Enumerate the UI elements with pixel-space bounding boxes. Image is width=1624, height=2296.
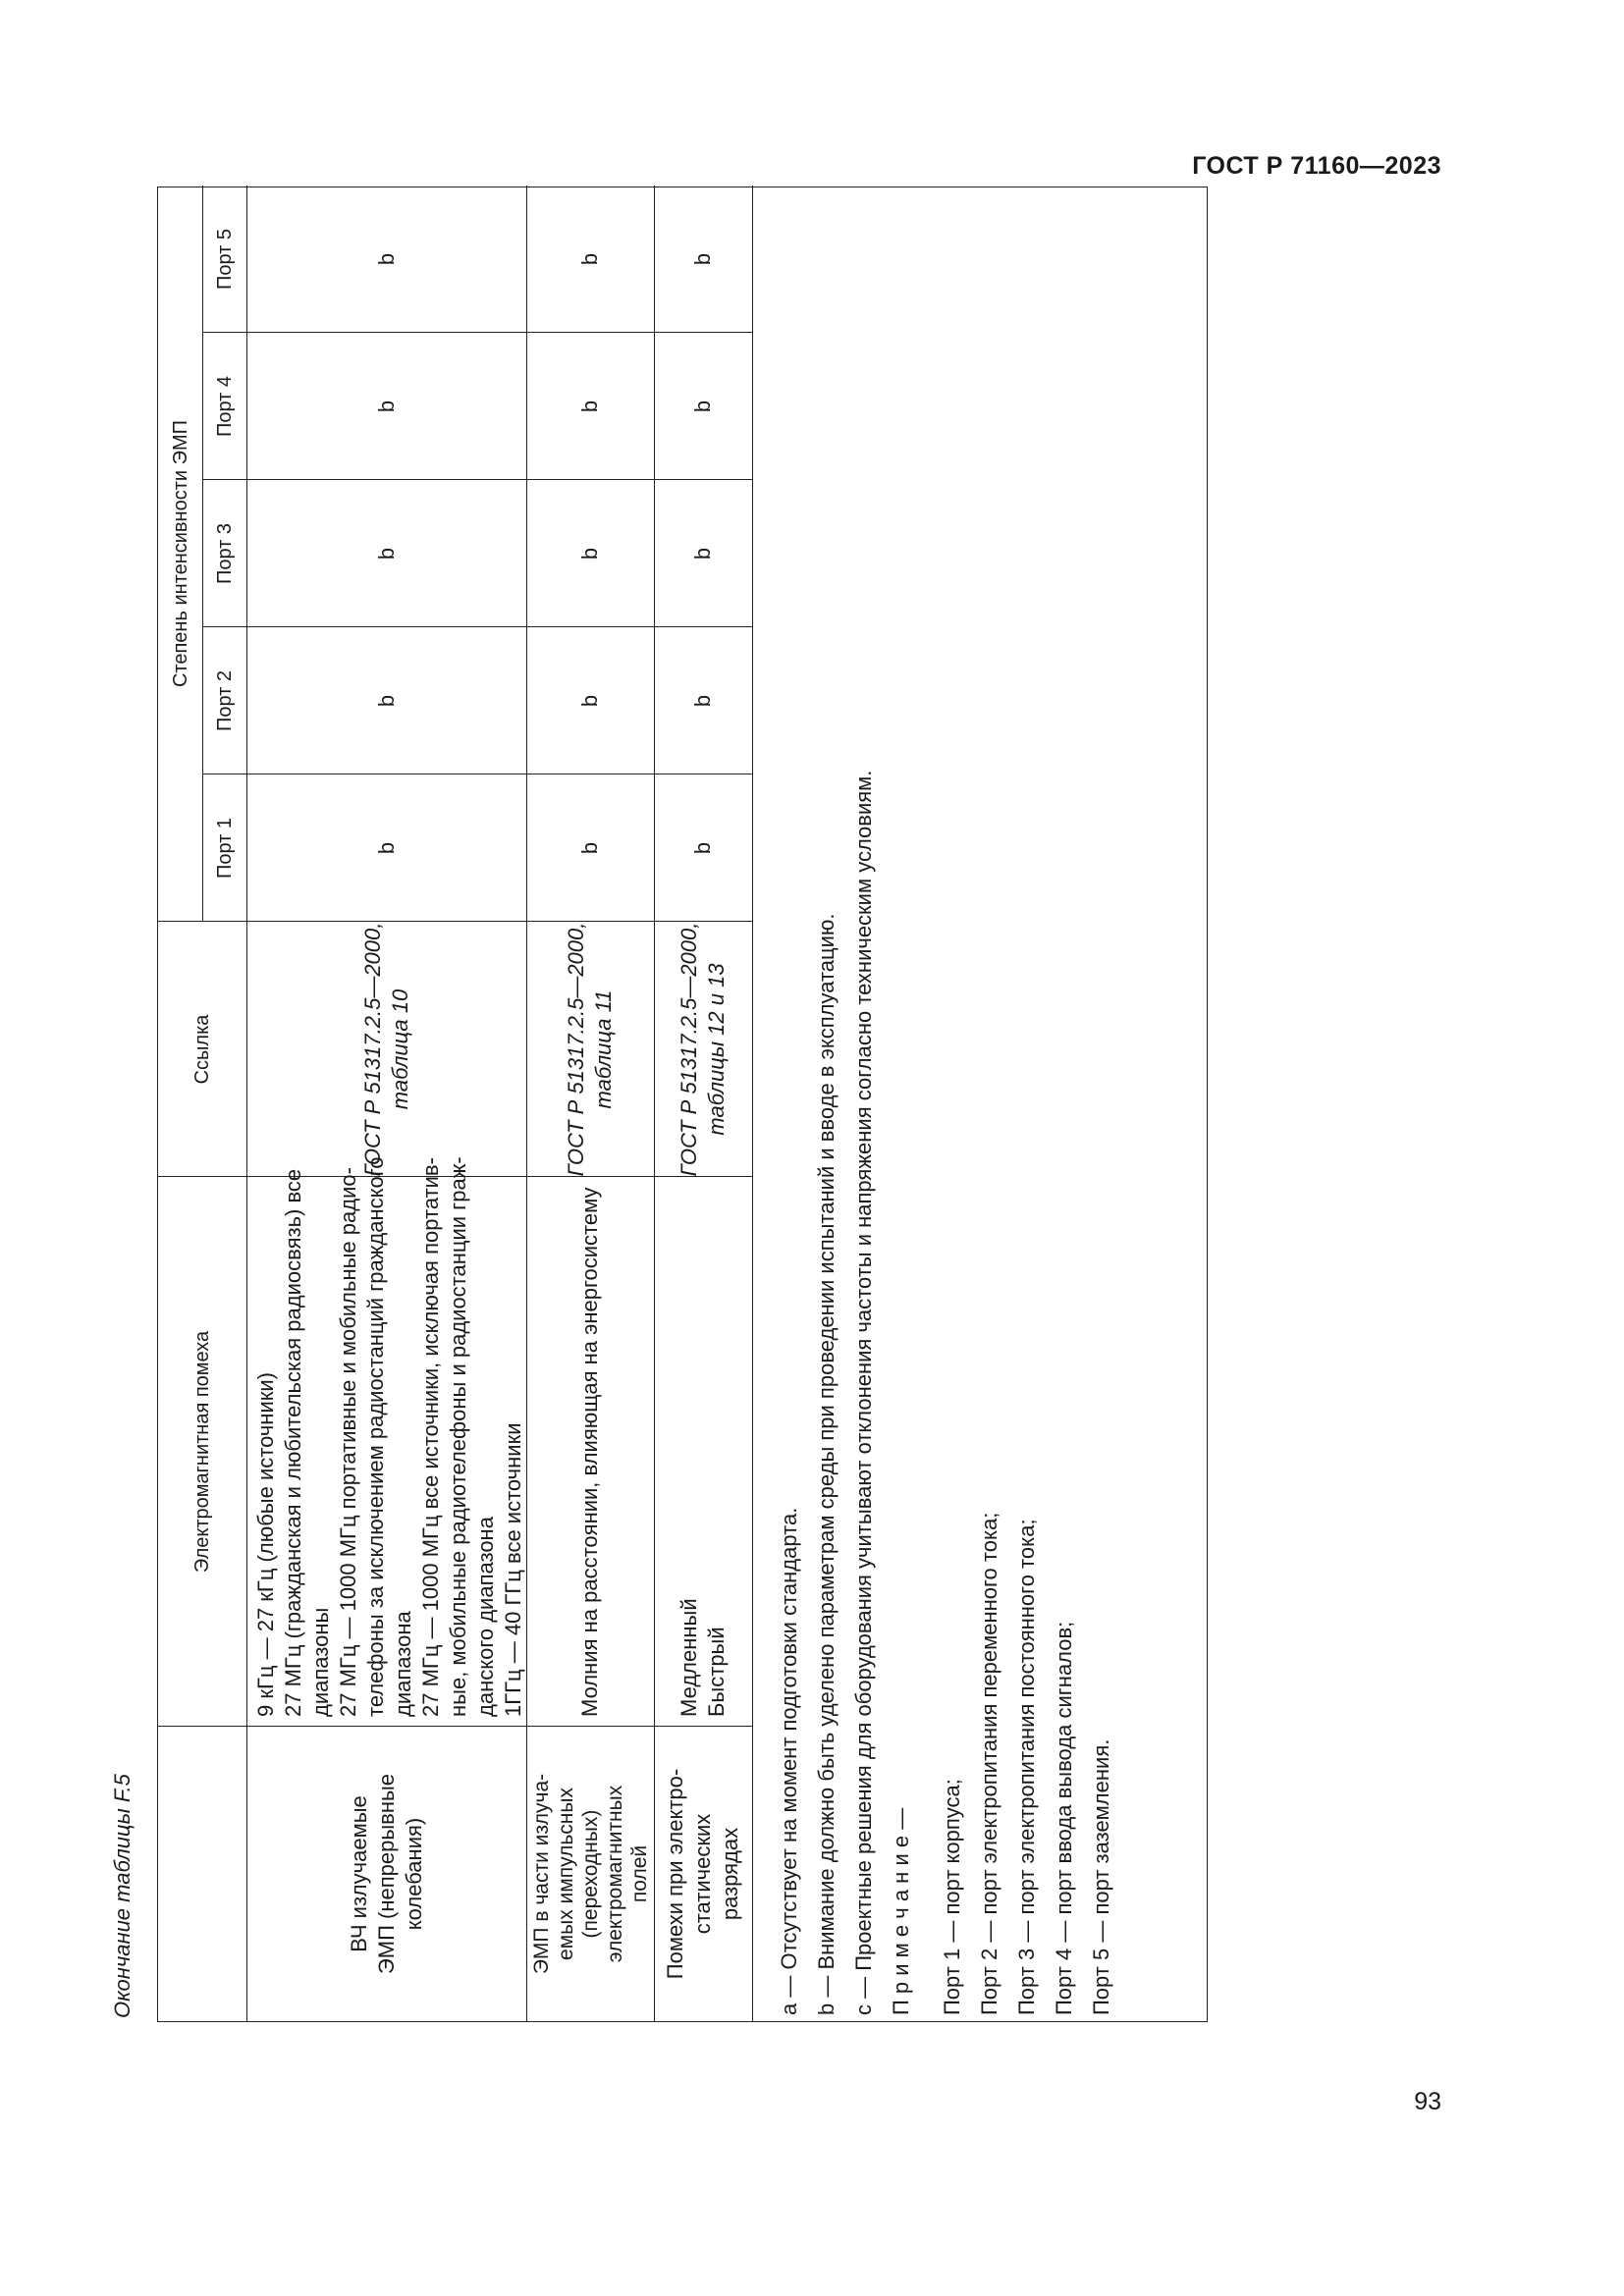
description-line: данского диапазона (473, 1517, 498, 1717)
page-number: 93 (1414, 2088, 1441, 2115)
description-line: телефоны за исключением радиостанций гражданского (363, 1156, 388, 1717)
description-line: 27 МГц — 1000 МГц все источники, исключая портатив- (418, 1157, 443, 1717)
note-port-5: Порт 5 — порт заземления. (1089, 1738, 1113, 2015)
description-line: диапазона (391, 1611, 415, 1717)
reference-line: таблицы 12 и 13 (704, 963, 729, 1136)
category-line: ВЧ излучаемые (346, 1795, 371, 1952)
row-3-port-1: b (690, 841, 715, 855)
document-header: ГОСТ Р 71160—2023 (1192, 152, 1441, 180)
table-notes (777, 209, 1126, 2015)
category-line: разрядах (718, 1827, 742, 1921)
description-line: 27 МГц — 1000 МГц портативные и мобильные радио- (336, 1167, 360, 1717)
row-1-port-1: b (373, 841, 399, 855)
interference-table (157, 187, 1208, 2022)
category-line: электромагнитных (603, 1785, 626, 1963)
reference-line: ГОСТ Р 51317.2.5—2000, (677, 922, 701, 1177)
row-2-port-1: b (577, 841, 602, 855)
header-reference: Ссылка (191, 1014, 213, 1085)
category-line: статических (690, 1813, 715, 1935)
footnote-b: b — Внимание должно быть уделено параметрам среды при проведении испытаний и вводе в эксплуатацию. (814, 913, 839, 2015)
row-1-port-5: b (373, 252, 399, 266)
category-line: Помехи при электро- (663, 1768, 687, 1980)
row-1-port-4: b (373, 400, 399, 413)
row-1-description (252, 1156, 525, 1717)
row-1-port-3: b (373, 547, 399, 561)
description-line: 1ГГц — 40 ГГц все источники (501, 1422, 525, 1717)
reference-line: ГОСТ Р 51317.2.5—2000, (564, 922, 588, 1177)
category-line: емых импульсных (554, 1788, 577, 1961)
table-caption: Окончание таблицы F.5 (110, 1774, 135, 2018)
row-3-port-4: b (690, 400, 715, 413)
row-2-port-5: b (577, 252, 602, 266)
row-1-reference (246, 922, 526, 1177)
category-line: полей (627, 1844, 651, 1903)
description-line: 9 кГц — 27 кГц (любые источники) (253, 1372, 278, 1717)
row-3-port-5: b (690, 252, 715, 266)
row-2-port-4: b (577, 400, 602, 413)
row-2-description (526, 1182, 654, 1717)
header-emp-intensity: Степень интенсивности ЭМП (169, 419, 191, 688)
note-port-4: Порт 4 — порт ввода вывода сигналов; (1052, 1621, 1076, 2015)
reference-line: ГОСТ Р 51317.2.5—2000, (359, 922, 385, 1177)
category-line: колебания) (401, 1817, 426, 1931)
row-3-category (654, 1727, 752, 2021)
description-line: Молния на расстоянии, влияющая на энергосистему (577, 1187, 602, 1717)
note-port-3: Порт 3 — порт электропитания постоянного тока; (1014, 1519, 1039, 2015)
description-line: Быстрый (704, 1627, 729, 1717)
header-port-5: Порт 5 (213, 228, 236, 291)
category-line: ЭМП (непрерывные (373, 1773, 399, 1975)
reference-line: таблица 11 (591, 989, 616, 1109)
footnote-c: с — Проектные решения для оборудования учитывают отклонения частоты и напряжения согласно техническим условиям. (851, 770, 876, 2015)
description-line: диапазоны (308, 1607, 333, 1717)
row-1-category (246, 1727, 526, 2021)
row-2-category (526, 1727, 654, 2021)
rotated-table-page (108, 147, 1164, 2022)
note-port-1: Порт 1 — порт корпуса; (940, 1779, 964, 2015)
row-3-port-3: b (690, 547, 715, 561)
category-line: ЭМП в части излуча- (529, 1773, 553, 1975)
row-2-reference (526, 922, 654, 1177)
header-port-2: Порт 2 (213, 669, 236, 732)
row-rule-3 (752, 186, 753, 2021)
row-2-port-3: b (577, 547, 602, 561)
header-port-4: Порт 4 (213, 375, 236, 438)
row-3-port-2: b (690, 694, 715, 708)
description-line: 27 МГц (гражданская и любительская радиосвязь) все (281, 1168, 305, 1717)
header-port-1: Порт 1 (213, 817, 236, 880)
footnote-a: а — Отсутствует на момент подготовки стандарта. (777, 1507, 801, 2015)
row-3-reference (654, 922, 752, 1177)
note-port-2: Порт 2 — порт электропитания переменного тока; (977, 1512, 1001, 2015)
header-interference: Электромагнитная помеха (191, 1330, 213, 1574)
row-3-description (654, 1182, 752, 1717)
description-line: Медленный (677, 1598, 701, 1717)
note-title: П р и м е ч а н и е — (889, 1807, 913, 2015)
description-line: ные, мобильные радиотелефоны и радиостанции граж- (446, 1156, 470, 1717)
header-port-3: Порт 3 (213, 522, 236, 585)
row-2-port-2: b (577, 694, 602, 708)
reference-line: таблица 10 (387, 988, 412, 1110)
category-line: (переходных) (578, 1809, 602, 1939)
row-1-port-2: b (373, 694, 399, 708)
